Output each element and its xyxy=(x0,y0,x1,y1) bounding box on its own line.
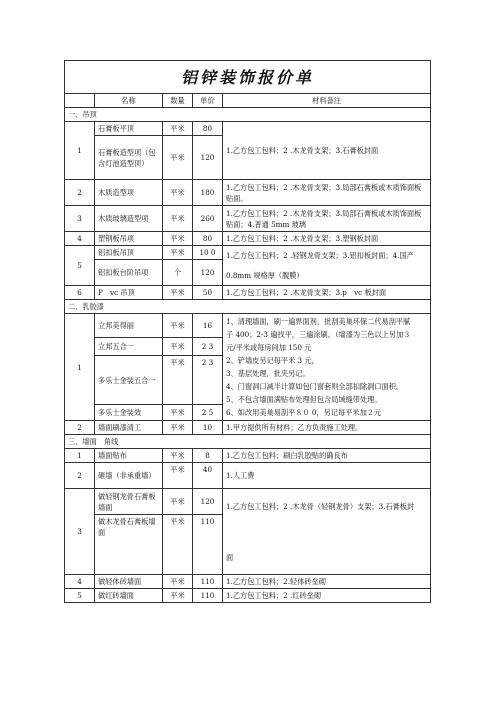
item-unit: 平米 xyxy=(163,489,193,515)
item-unit: 平米 xyxy=(163,338,193,356)
item-name: 铝扣板台阶吊项 xyxy=(95,260,163,286)
note-line: 子 400；2-3 遍找平，三遍涂刷。（墙漆为三色以上另加３ xyxy=(226,330,411,339)
item-name: 做木龙骨石膏板墙面 xyxy=(95,515,163,575)
row-index: 1 xyxy=(65,122,95,180)
item-note-line: 面 xyxy=(226,552,234,562)
item-unit: 个 xyxy=(163,260,193,286)
item-unit: 平米 xyxy=(163,122,193,136)
table-row xyxy=(65,589,431,603)
item-note xyxy=(223,489,431,575)
item-name: 墙面贴布 xyxy=(95,449,163,463)
item-name: 木质造型项 xyxy=(95,180,163,206)
item-note-line: 0.8mm 规格厚（腹膜） xyxy=(226,271,304,280)
header-price: 单价 xyxy=(193,94,223,108)
table-row xyxy=(65,232,431,246)
item-name: 多乐士金装效 xyxy=(95,404,163,420)
item-unit: 平米 xyxy=(163,463,193,489)
note-line: 1、清理墙面，刷一遍界面剂，批刮美巢环保二代易刮平腻 xyxy=(226,317,411,326)
item-unit: 平米 xyxy=(163,286,193,300)
item-unit: 平米 xyxy=(163,421,193,435)
item-name: 石膏板造型项（包含灯池造型顶） xyxy=(95,136,163,180)
row-index: 4 xyxy=(65,232,95,246)
item-name: 铝扣板吊顶 xyxy=(95,246,163,260)
table-row xyxy=(65,489,431,515)
item-note: 1.乙方包工包料；2 .木龙骨支架；3.局部石膏板或木质饰面板贴面；4.普通 5mm 玻璃 xyxy=(223,206,431,232)
item-price: 2 5 xyxy=(193,404,223,420)
item-note: 1.乙方包工包料；刷白乳胶贴的确良布 xyxy=(223,449,431,463)
item-price: 8 xyxy=(193,449,223,463)
note-line: 4、门窗洞口减半计算如包门窗套则全部扣除洞口面积。 xyxy=(226,382,404,391)
item-unit: 平米 xyxy=(163,232,193,246)
item-name: 做轻体砖墙面 xyxy=(95,575,163,589)
item-note-line: 1.乙方包工包料；2 .轻钢龙骨支架；3.铝扣板封面；4.国产 xyxy=(226,251,414,260)
table-row xyxy=(65,286,431,300)
table-row xyxy=(65,421,431,435)
row-index: 4 xyxy=(65,575,95,589)
item-unit: 平米 xyxy=(163,404,193,420)
item-price: 40 xyxy=(193,463,223,489)
note-line: 6、如改用美巢易刮平８０ 0，另记每平米加２元 xyxy=(226,408,382,417)
row-index: 2 xyxy=(65,463,95,489)
header-name: 名称 xyxy=(95,94,163,108)
item-price: 2 3 xyxy=(193,356,223,404)
item-unit: 平米 xyxy=(163,515,193,575)
row-index: 1 xyxy=(65,314,95,421)
item-price: 16 xyxy=(193,314,223,338)
row-index: 5 xyxy=(65,589,95,603)
item-note: 1.乙方包工包料；2.轻体砖垒砌 xyxy=(223,575,431,589)
item-note xyxy=(223,314,431,421)
item-name: 墙面刷漆清工 xyxy=(95,421,163,435)
table-row xyxy=(65,122,431,136)
table-row xyxy=(65,314,431,338)
item-unit: 平米 xyxy=(163,180,193,206)
row-index: 1 xyxy=(65,449,95,463)
row-index: 5 xyxy=(65,246,95,286)
item-unit: 平米 xyxy=(163,314,193,338)
item-name: 木质玻璃造型项 xyxy=(95,206,163,232)
item-note: 1.乙方包工包料；2 .木龙骨支架；3.p vc 板封面 xyxy=(223,286,431,300)
quote-sheet xyxy=(64,60,430,603)
item-price: 120 xyxy=(193,489,223,515)
section-ceiling: 一、吊顶 xyxy=(65,108,431,122)
item-price: 110 xyxy=(193,589,223,603)
item-note: 1.乙方包工包料；2 .木龙骨支架；3.塑钢板封面 xyxy=(223,232,431,246)
item-price: 10 0 xyxy=(193,246,223,260)
header-qty: 数量 xyxy=(163,94,193,108)
page-title: 铝锌装饰报价单 xyxy=(65,61,431,94)
item-price: 10 xyxy=(193,421,223,435)
note-line: 5、不包含墙面满贴布处理但包含局域缝带处理。 xyxy=(226,395,382,404)
item-price: 80 xyxy=(193,122,223,136)
item-price: 110 xyxy=(193,575,223,589)
item-note: 1.乙方包工包料；2 .木龙骨支架；3.石膏板封面 xyxy=(223,122,431,180)
item-note-line: 1.乙方包工包料；2 .木龙骨（轻钢龙骨）支架；3.石膏板封 xyxy=(226,501,415,511)
table-row xyxy=(65,463,431,489)
item-price: 2 3 xyxy=(193,338,223,356)
table-row xyxy=(65,449,431,463)
section-wall: 三、墙面 角线 xyxy=(65,435,431,449)
item-note: 1.甲方提供所有材料；乙方负责施工处理。 xyxy=(223,421,431,435)
item-name: 塑钢板吊项 xyxy=(95,232,163,246)
item-unit: 平米 xyxy=(163,136,193,180)
item-unit: 平米 xyxy=(163,356,193,404)
item-note: 1.人工费 xyxy=(223,463,431,489)
item-unit: 平米 xyxy=(163,206,193,232)
item-price: 180 xyxy=(193,180,223,206)
row-index: 3 xyxy=(65,489,95,575)
item-name: 砸墙（非承重墙） xyxy=(95,463,163,489)
note-line: 2、铲墙皮另记每平米 3 元， xyxy=(226,356,319,365)
header-material: 材料备注 xyxy=(223,94,431,108)
row-index: 3 xyxy=(65,206,95,232)
item-unit: 平米 xyxy=(163,575,193,589)
item-name: P vc 吊顶 xyxy=(95,286,163,300)
item-name: 石膏板平顶 xyxy=(95,122,163,136)
table-row xyxy=(65,246,431,260)
item-name: 多乐士金装五合一 xyxy=(95,356,163,404)
table-row xyxy=(65,206,431,232)
quote-table xyxy=(64,60,431,603)
item-note xyxy=(223,246,431,286)
row-index: 2 xyxy=(65,421,95,435)
item-price: 80 xyxy=(193,232,223,246)
row-index: 2 xyxy=(65,180,95,206)
item-price: 120 xyxy=(193,260,223,286)
item-name: 立邦五合一 xyxy=(95,338,163,356)
item-name: 做红砖墙面 xyxy=(95,589,163,603)
item-price: 260 xyxy=(193,206,223,232)
section-paint: 二、乳胶漆 xyxy=(65,300,431,314)
item-unit: 平米 xyxy=(163,449,193,463)
note-line: 元/平米或每房间加 150 元 xyxy=(226,343,312,352)
item-unit: 平米 xyxy=(163,589,193,603)
table-row xyxy=(65,180,431,206)
table-header-row xyxy=(65,94,431,108)
row-index: 6 xyxy=(65,286,95,300)
item-name: 做轻钢龙骨石膏板墙面 xyxy=(95,489,163,515)
item-note: 1.乙方包工包料；2 .红砖垒砌 xyxy=(223,589,431,603)
item-name: 立邦美得丽 xyxy=(95,314,163,338)
item-price: 110 xyxy=(193,515,223,575)
note-line: 3、基层处理，批夹另记。 xyxy=(226,369,310,378)
item-price: 50 xyxy=(193,286,223,300)
item-note: 1.乙方包工包料；2 .木龙骨支架；3.局部石膏板或木质饰面板贴面。 xyxy=(223,180,431,206)
item-unit: 平米 xyxy=(163,246,193,260)
header-index xyxy=(65,94,95,108)
table-row xyxy=(65,575,431,589)
item-price: 120 xyxy=(193,136,223,180)
